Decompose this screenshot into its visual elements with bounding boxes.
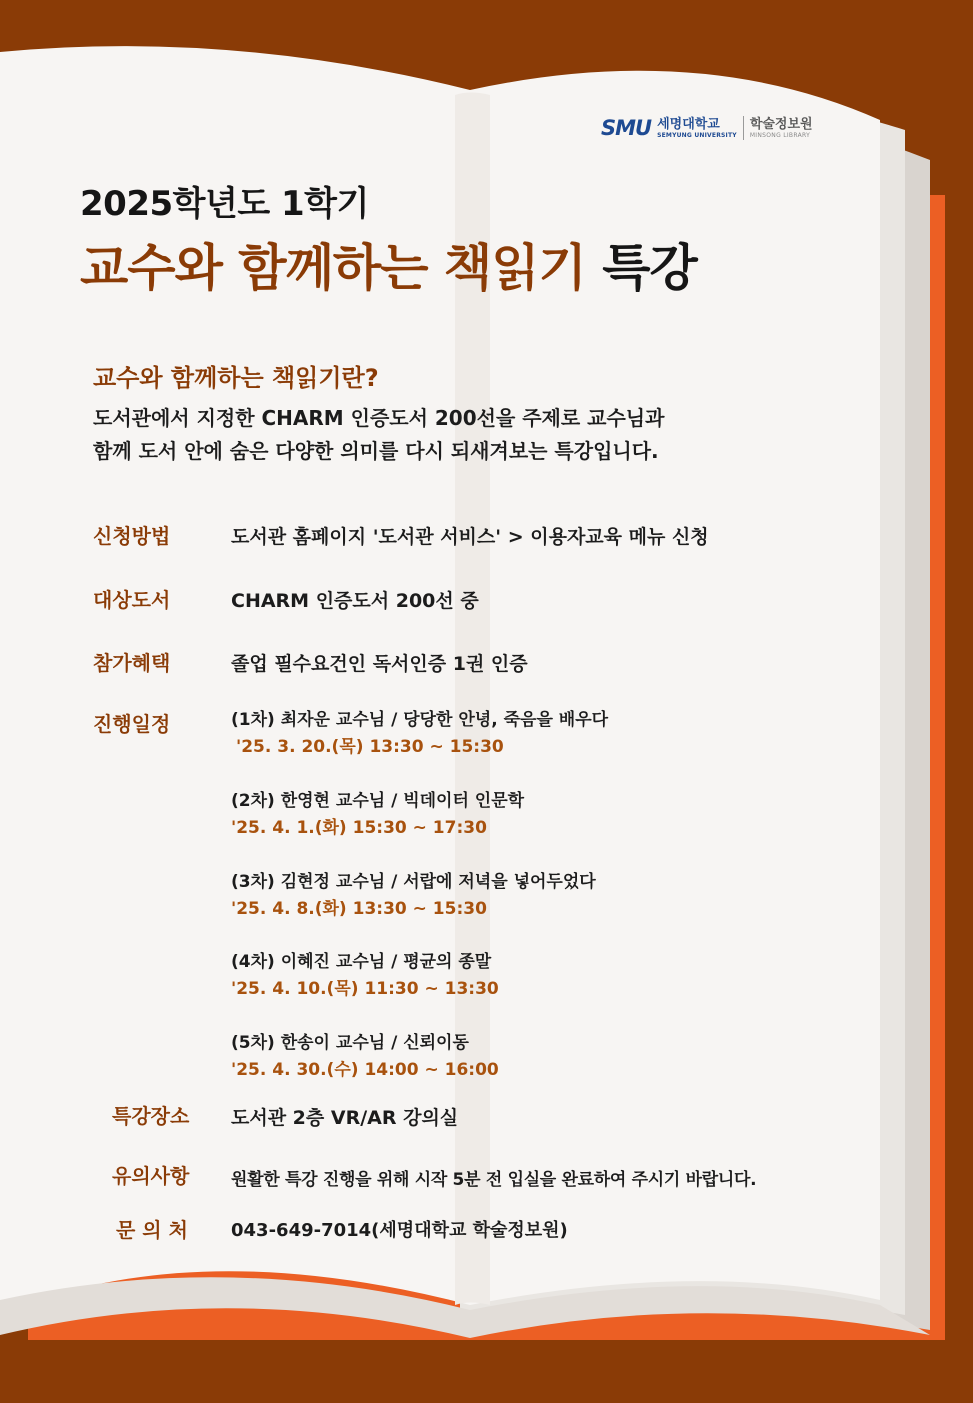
poster-title [80,228,697,300]
logo-university [657,118,737,139]
logo-library-en: MINSONG LIBRARY [749,131,811,139]
benefit-label: 참가혜택 [93,651,171,675]
books-value: CHARM 인증도서 200선 중 [231,590,479,612]
logo-university-ko: 세명대학교 [657,116,720,132]
logo-divider [743,116,744,140]
intro-line-1: 도서관에서 지정한 CHARM 인증도서 200선을 주제로 교수님과 [93,406,665,430]
poster-title-main: 교수와 함께하는 책읽기 [80,239,586,297]
place-label: 특강장소 [112,1104,190,1128]
intro-line-2: 함께 도서 안에 숨은 다양한 의미를 다시 되새겨보는 특강입니다. [93,439,659,463]
contact-value: 043-649-7014(세명대학교 학술정보원) [231,1220,568,1241]
schedule-item-1-title: (1차) 최자운 교수님 / 당당한 안녕, 죽음을 배우다 [231,710,609,730]
intro-heading: 교수와 함께하는 책읽기란? [93,364,379,392]
apply-value: 도서관 홈페이지 '도서관 서비스' > 이용자교육 메뉴 신청 [231,526,709,548]
schedule-label: 진행일정 [93,712,171,736]
poster-title-accent: 특강 [602,239,697,297]
logo-library [750,118,813,139]
schedule-item-3-date: '25. 4. 8.(화) 13:30 ~ 15:30 [231,899,487,919]
schedule-item-2-title: (2차) 한영현 교수님 / 빅데이터 인문학 [231,791,525,811]
schedule-item-4-title: (4차) 이혜진 교수님 / 평균의 종말 [231,952,492,972]
benefit-value: 졸업 필수요건인 독서인증 1권 인증 [231,653,528,675]
schedule-item-5-title: (5차) 한송이 교수님 / 신뢰이동 [231,1033,469,1053]
contact-label: 문 의 처 [116,1218,188,1242]
schedule-item-4-date: '25. 4. 10.(목) 11:30 ~ 13:30 [231,979,499,999]
schedule-item-2-date: '25. 4. 1.(화) 15:30 ~ 17:30 [231,818,487,838]
books-label: 대상도서 [93,588,171,612]
logo-mark: SMU [601,116,652,140]
intro-description [93,402,853,468]
schedule-item-5-date: '25. 4. 30.(수) 14:00 ~ 16:00 [231,1060,499,1080]
university-logo [601,112,813,144]
schedule-item-1-date: '25. 3. 20.(목) 13:30 ~ 15:30 [236,737,504,757]
logo-library-ko: 학술정보원 [749,116,813,132]
logo-university-en: SEMYUNG UNIVERSITY [657,131,737,139]
schedule-item-3-title: (3차) 김현정 교수님 / 서랍에 저녁을 넣어두었다 [231,872,596,892]
apply-label: 신청방법 [93,524,171,548]
notice-value: 원활한 특강 진행을 위해 시작 5분 전 입실을 완료하여 주시기 바랍니다. [231,1170,757,1190]
place-value: 도서관 2층 VR/AR 강의실 [231,1107,459,1129]
poster-subtitle: 2025학년도 1학기 [80,184,369,224]
notice-label: 유의사항 [112,1164,190,1188]
